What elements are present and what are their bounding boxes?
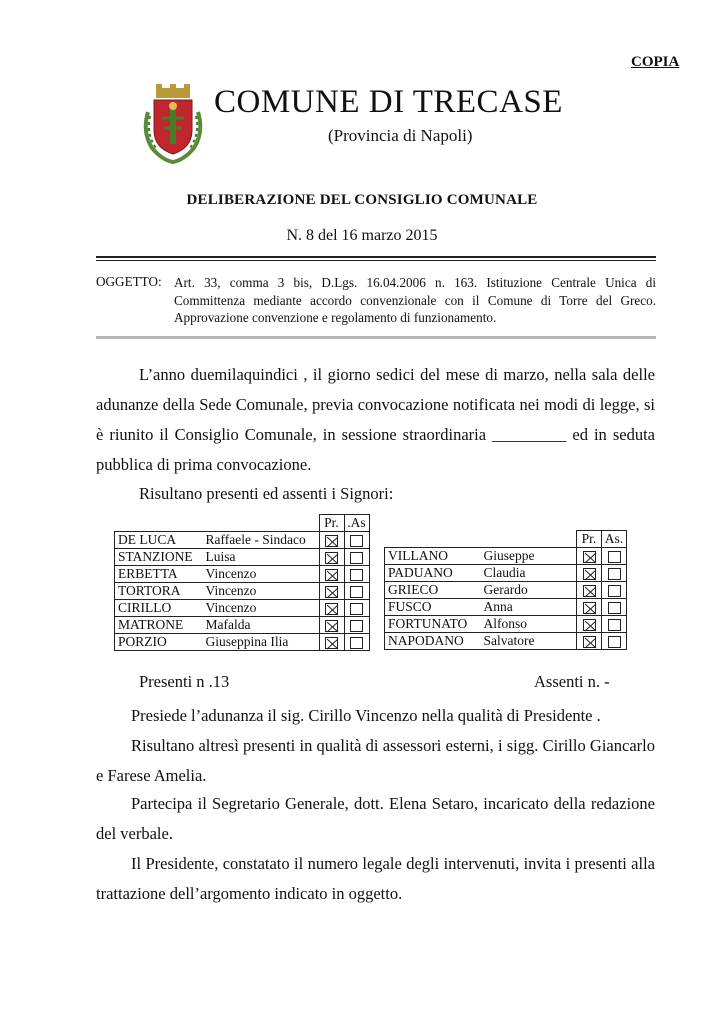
absent-checkbox[interactable] [350, 569, 363, 581]
copia-label: COPIA [631, 54, 680, 70]
municipal-crest-icon [140, 82, 206, 166]
presenti-intro: Risultano presenti ed assenti i Signori: [139, 484, 394, 503]
header-absent: .As [344, 515, 369, 532]
councillor-name: Vincenzo [203, 583, 320, 600]
councillor-name: Raffaele - Sindaco [203, 532, 320, 549]
present-checkbox[interactable] [583, 602, 596, 614]
province-name: (Provincia di Napoli) [328, 126, 473, 145]
present-checkbox[interactable] [583, 636, 596, 648]
councillor-surname: MATRONE [115, 617, 203, 634]
councillor-name: Vincenzo [203, 600, 320, 617]
councillor-name: Alfonso [481, 616, 577, 633]
councillor-surname: PORZIO [115, 634, 203, 651]
councillor-name: Gerardo [481, 582, 577, 599]
attendance-row [115, 600, 370, 617]
header-present: Pr. [319, 515, 344, 532]
councillor-surname: STANZIONE [115, 549, 203, 566]
councillor-name: Vincenzo [203, 566, 320, 583]
present-checkbox[interactable] [325, 535, 338, 547]
header-absent: As. [602, 531, 627, 548]
present-checkbox[interactable] [325, 586, 338, 598]
present-checkbox[interactable] [325, 637, 338, 649]
attendance-row [385, 548, 627, 565]
absent-checkbox[interactable] [350, 603, 363, 615]
attendance-row [385, 582, 627, 599]
absent-checkbox[interactable] [350, 620, 363, 632]
deliberation-number-date: N. 8 del 16 marzo 2015 [286, 227, 438, 244]
councillor-surname: CIRILLO [115, 600, 203, 617]
councillor-name: Anna [481, 599, 577, 616]
divider-top [96, 256, 656, 258]
assessori-paragraph: Risultano altresì presenti in qualità di assessori esterni, i sigg. Cirillo Giancarlo e Farese Amelia. [96, 736, 655, 785]
present-checkbox[interactable] [583, 619, 596, 631]
councillor-surname: FUSCO [385, 599, 481, 616]
councillor-name: Mafalda [203, 617, 320, 634]
attendance-row [385, 599, 627, 616]
absent-checkbox[interactable] [350, 586, 363, 598]
present-checkbox[interactable] [325, 603, 338, 615]
councillor-surname: TORTORA [115, 583, 203, 600]
presenti-count: Presenti n .13 [139, 672, 230, 691]
attendance-row [385, 565, 627, 582]
oggetto-label: OGGETTO: [96, 274, 162, 289]
absent-checkbox[interactable] [608, 551, 621, 563]
divider-oggetto [96, 336, 656, 339]
attendance-row [115, 634, 370, 651]
town-name: COMUNE DI TRECASE [214, 84, 563, 120]
header-present: Pr. [577, 531, 602, 548]
attendance-row [385, 633, 627, 650]
absent-checkbox[interactable] [608, 568, 621, 580]
absent-checkbox[interactable] [350, 637, 363, 649]
absent-checkbox[interactable] [608, 636, 621, 648]
councillor-surname: PADUANO [385, 565, 481, 582]
absent-checkbox[interactable] [350, 535, 363, 547]
councillor-surname: NAPODANO [385, 633, 481, 650]
deliberation-title: DELIBERAZIONE DEL CONSIGLIO COMUNALE [186, 192, 538, 208]
present-checkbox[interactable] [325, 552, 338, 564]
councillor-name: Luisa [203, 549, 320, 566]
presidente-paragraph: Il Presidente, constatato il numero legale degli intervenuti, invita i presenti alla trattazione dell’argomento indicato in oggetto. [96, 854, 655, 903]
absent-checkbox[interactable] [608, 585, 621, 597]
present-checkbox[interactable] [325, 620, 338, 632]
absent-checkbox[interactable] [350, 552, 363, 564]
councillor-surname: FORTUNATO [385, 616, 481, 633]
presiede-paragraph: Presiede l’adunanza il sig. Cirillo Vincenzo nella qualità di Presidente . [131, 706, 601, 725]
attendance-table-left [114, 514, 370, 651]
attendance-row [115, 617, 370, 634]
present-checkbox[interactable] [583, 568, 596, 580]
absent-checkbox[interactable] [608, 602, 621, 614]
attendance-row [115, 566, 370, 583]
absent-checkbox[interactable] [608, 619, 621, 631]
councillor-surname: GRIECO [385, 582, 481, 599]
councillor-name: Giuseppe [481, 548, 577, 565]
councillor-name: Claudia [481, 565, 577, 582]
councillor-surname: VILLANO [385, 548, 481, 565]
attendance-row [385, 616, 627, 633]
councillor-surname: ERBETTA [115, 566, 203, 583]
councillor-name: Salvatore [481, 633, 577, 650]
divider-top-thin [96, 260, 656, 261]
oggetto-text: Art. 33, comma 3 bis, D.Lgs. 16.04.2006 n. 163. Istituzione Centrale Unica di Committenza mediante accordo convenzionale con il Comune di Torre del Greco. Approvazione convenzione e regolamento di funzionamento. [174, 275, 656, 325]
assenti-count: Assenti n. - [534, 672, 610, 691]
attendance-row [115, 583, 370, 600]
present-checkbox[interactable] [583, 551, 596, 563]
present-checkbox[interactable] [583, 585, 596, 597]
attendance-row [115, 532, 370, 549]
present-checkbox[interactable] [325, 569, 338, 581]
councillor-name: Giuseppina Ilia [203, 634, 320, 651]
attendance-row [115, 549, 370, 566]
intro-paragraph: L’anno duemilaquindici , il giorno sedici del mese di marzo, nella sala delle adunanze della Sede Comunale, previa convocazione notificata nei modi di legge, si è riunito il Consiglio Comunale, in sessione straordinaria _________ ed in seduta pubblica di prima convocazione. [96, 365, 655, 474]
segretario-paragraph: Partecipa il Segretario Generale, dott. Elena Setaro, incaricato della redazione del verbale. [96, 794, 655, 843]
councillor-surname: DE LUCA [115, 532, 203, 549]
attendance-table-right [384, 514, 627, 650]
